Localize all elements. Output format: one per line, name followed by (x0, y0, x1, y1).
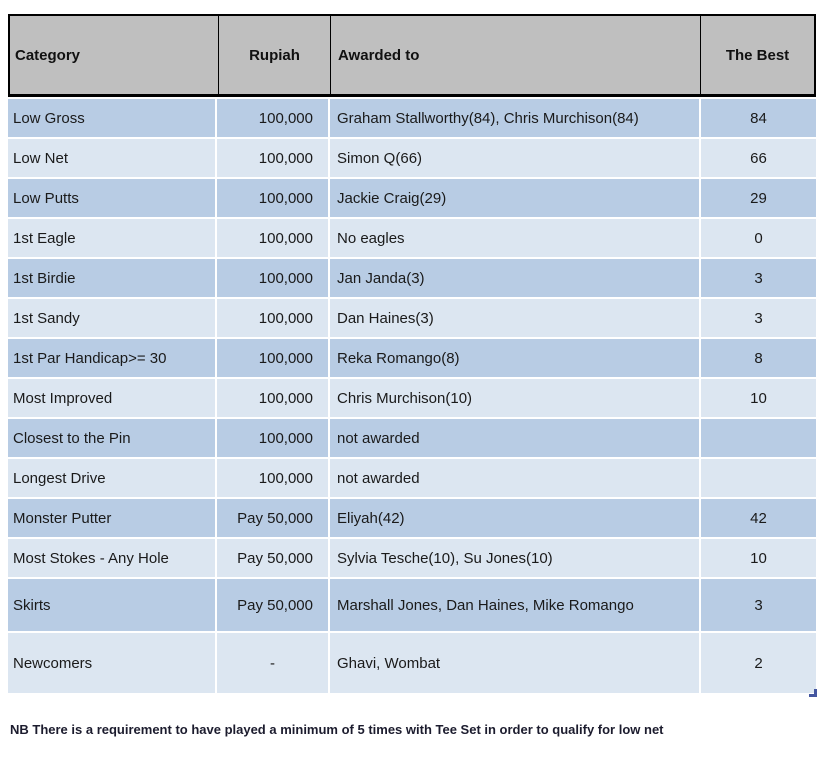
cell-the-best: 3 (701, 259, 816, 297)
cell-rupiah: 100,000 (217, 99, 328, 137)
table-row (8, 499, 816, 537)
table-row (8, 633, 816, 693)
cell-awarded-to: Simon Q(66) (330, 139, 699, 177)
table-resize-handle-icon[interactable] (809, 689, 817, 697)
cell-category: 1st Birdie (8, 259, 215, 297)
cell-category: Longest Drive (8, 459, 215, 497)
cell-awarded-to: Ghavi, Wombat (330, 633, 699, 693)
cell-rupiah: 100,000 (217, 459, 328, 497)
table-row (8, 379, 816, 417)
footnote: NB There is a requirement to have played a minimum of 5 times with Tee Set in order to qualify for low net (10, 722, 664, 737)
cell-rupiah: 100,000 (217, 339, 328, 377)
awards-table (8, 14, 816, 693)
table-row (8, 339, 816, 377)
cell-category: Low Net (8, 139, 215, 177)
cell-awarded-to: Jan Janda(3) (330, 259, 699, 297)
table-row (8, 299, 816, 337)
cell-awarded-to: not awarded (330, 419, 699, 457)
cell-the-best: 42 (701, 499, 816, 537)
cell-rupiah: 100,000 (217, 379, 328, 417)
cell-rupiah: - (217, 633, 328, 693)
cell-the-best: 10 (701, 379, 816, 417)
column-header-category: Category (15, 46, 81, 64)
table-row (8, 99, 816, 137)
cell-awarded-to: Marshall Jones, Dan Haines, Mike Romango (330, 579, 699, 631)
cell-category: Low Putts (8, 179, 215, 217)
cell-the-best: 84 (701, 99, 816, 137)
cell-awarded-to: Graham Stallworthy(84), Chris Murchison(84) (330, 99, 699, 137)
cell-awarded-to: Eliyah(42) (330, 499, 699, 537)
cell-category: 1st Par Handicap>= 30 (8, 339, 215, 377)
cell-category: Most Improved (8, 379, 215, 417)
cell-rupiah: Pay 50,000 (217, 539, 328, 577)
cell-awarded-to: Reka Romango(8) (330, 339, 699, 377)
table-row (8, 219, 816, 257)
table-row (8, 459, 816, 497)
cell-category: 1st Eagle (8, 219, 215, 257)
table-row (8, 139, 816, 177)
table-row (8, 179, 816, 217)
cell-category: Low Gross (8, 99, 215, 137)
cell-awarded-to: No eagles (330, 219, 699, 257)
cell-category: Most Stokes - Any Hole (8, 539, 215, 577)
cell-category: Closest to the Pin (8, 419, 215, 457)
cell-the-best: 10 (701, 539, 816, 577)
cell-awarded-to: Jackie Craig(29) (330, 179, 699, 217)
cell-rupiah: 100,000 (217, 419, 328, 457)
cell-rupiah: Pay 50,000 (217, 579, 328, 631)
cell-awarded-to: Dan Haines(3) (330, 299, 699, 337)
cell-rupiah: 100,000 (217, 139, 328, 177)
cell-category: Newcomers (8, 633, 215, 693)
table-row (8, 419, 816, 457)
cell-the-best: 8 (701, 339, 816, 377)
cell-rupiah: 100,000 (217, 219, 328, 257)
cell-the-best: 3 (701, 299, 816, 337)
cell-the-best: 3 (701, 579, 816, 631)
table-row (8, 539, 816, 577)
cell-rupiah: 100,000 (217, 299, 328, 337)
cell-the-best (701, 419, 816, 457)
cell-the-best: 66 (701, 139, 816, 177)
column-header-the-best: The Best (700, 16, 814, 94)
column-header-awarded-to: Awarded to (330, 16, 700, 94)
cell-category: Monster Putter (8, 499, 215, 537)
cell-the-best: 2 (701, 633, 816, 693)
cell-category: Skirts (8, 579, 215, 631)
cell-rupiah: Pay 50,000 (217, 499, 328, 537)
table-row (8, 579, 816, 631)
cell-rupiah: 100,000 (217, 179, 328, 217)
cell-the-best: 29 (701, 179, 816, 217)
cell-awarded-to: not awarded (330, 459, 699, 497)
column-header-rupiah: Rupiah (218, 16, 330, 94)
table-row (8, 259, 816, 297)
cell-category: 1st Sandy (8, 299, 215, 337)
cell-the-best (701, 459, 816, 497)
table-body (8, 99, 816, 693)
cell-awarded-to: Sylvia Tesche(10), Su Jones(10) (330, 539, 699, 577)
cell-the-best: 0 (701, 219, 816, 257)
cell-awarded-to: Chris Murchison(10) (330, 379, 699, 417)
table-header-row (8, 14, 816, 97)
cell-rupiah: 100,000 (217, 259, 328, 297)
